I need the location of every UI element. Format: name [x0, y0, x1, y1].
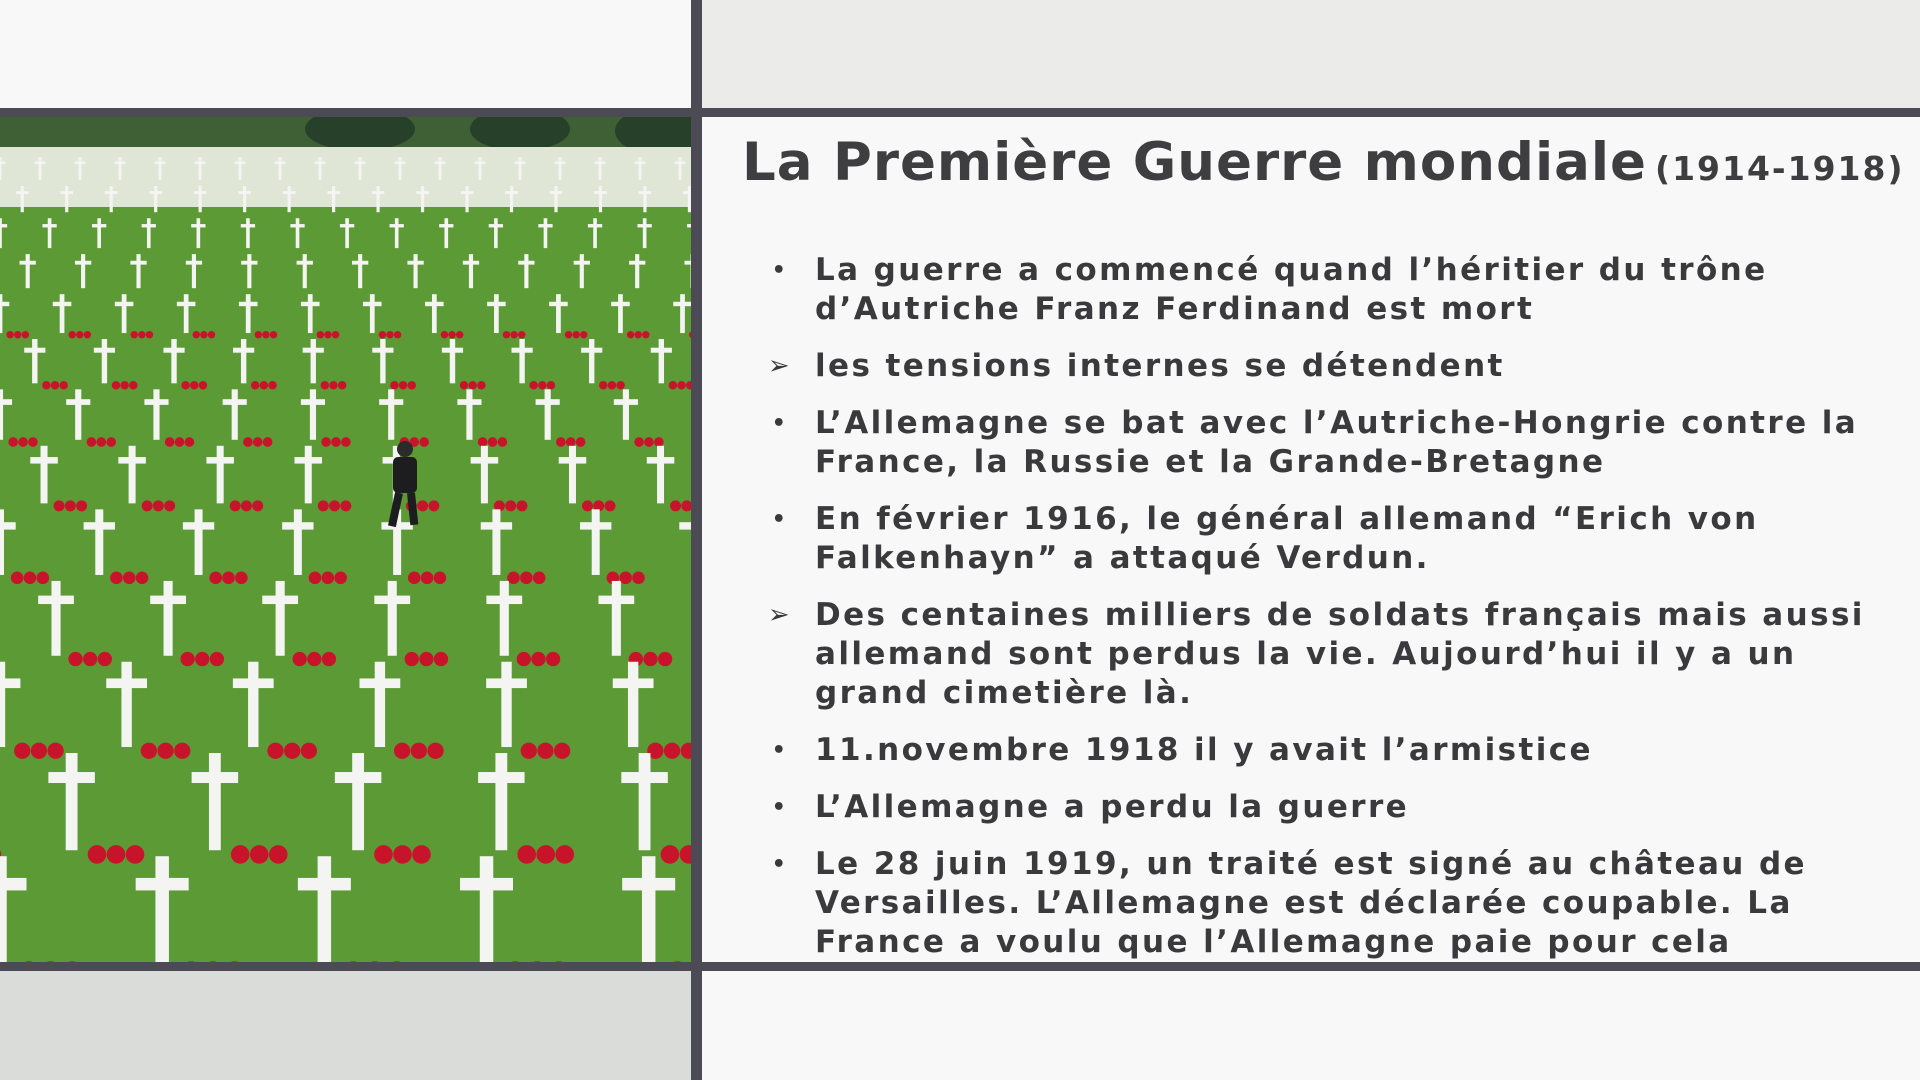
bullet-list — [702, 251, 1920, 980]
bullet-text: En février 1916, le général allemand “Erich von Falkenhayn” a attaqué Verdun. — [815, 501, 1759, 576]
bullet-text: Des centaines milliers de soldats français mais aussi allemand sont perdus la vie. Aujourd’hui il y a un grand cimetière là. — [815, 597, 1865, 711]
dot-bullet-icon: • — [771, 738, 789, 763]
cemetery-photo — [0, 117, 691, 962]
bullet-item — [702, 347, 1920, 386]
top-left-panel — [0, 0, 691, 109]
arrow-bullet-icon: ➢ — [767, 351, 793, 381]
title-text: La Première Guerre mondiale — [742, 132, 1647, 193]
bullet-text: L’Allemagne a perdu la guerre — [815, 789, 1410, 825]
bullet-text: L’Allemagne se bat avec l’Autriche-Hongrie contre la France, la Russie et la Grande-Bretagne — [815, 405, 1859, 480]
content-panel — [702, 117, 1920, 962]
bullet-item — [702, 500, 1920, 578]
dot-bullet-icon: • — [771, 852, 789, 877]
bullet-item — [702, 596, 1920, 713]
top-right-panel — [702, 0, 1920, 109]
bullet-text: 11.novembre 1918 il y avait l’armistice — [815, 732, 1593, 768]
top-divider — [0, 108, 1920, 117]
dot-bullet-icon: • — [771, 795, 789, 820]
bullet-text: La guerre a commencé quand l’héritier du trône d’Autriche Franz Ferdinand est mort — [815, 252, 1768, 327]
bottom-divider — [0, 962, 1920, 971]
slide-title — [742, 131, 1905, 195]
bullet-item — [702, 788, 1920, 827]
bullet-item — [702, 845, 1920, 962]
dot-bullet-icon: • — [771, 258, 789, 283]
dot-bullet-icon: • — [771, 411, 789, 436]
bottom-left-panel — [0, 971, 691, 1080]
bullet-item — [702, 404, 1920, 482]
arrow-bullet-icon: ➢ — [767, 600, 793, 630]
bullet-item — [702, 251, 1920, 329]
bullet-item — [702, 731, 1920, 770]
dot-bullet-icon: • — [771, 507, 789, 532]
vertical-divider — [691, 0, 702, 1080]
title-years: (1914-1918) — [1655, 149, 1905, 188]
cemetery-photo-image — [0, 117, 691, 962]
bullet-text: Le 28 juin 1919, un traité est signé au château de Versailles. L’Allemagne est déclarée coupable. La France a voulu que l’Allemagne paie pour cela — [815, 846, 1807, 960]
bullet-text: les tensions internes se détendent — [815, 348, 1505, 384]
bottom-right-panel — [702, 971, 1920, 1080]
